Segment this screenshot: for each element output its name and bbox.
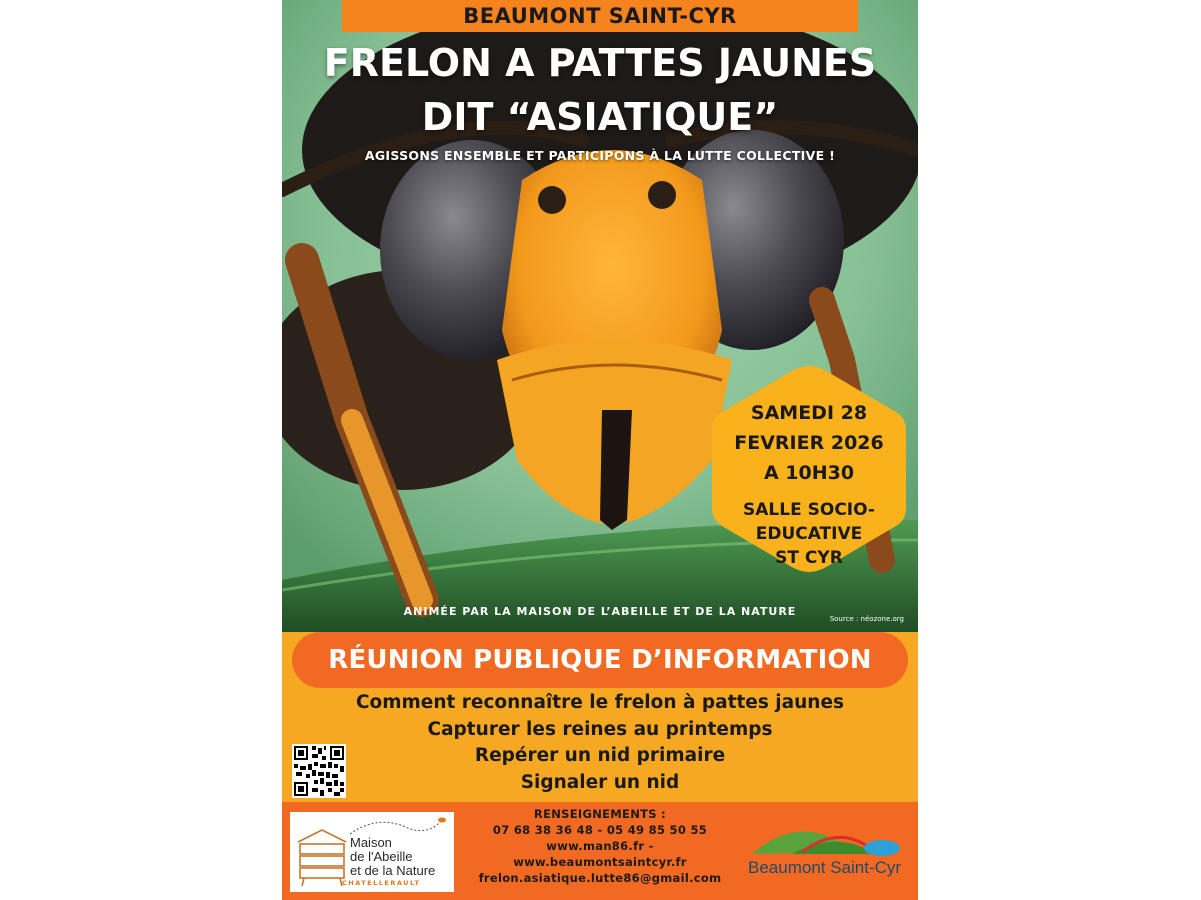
photo-source: Source : néozone.org (829, 615, 904, 623)
contact-email[interactable]: frelon.asiatique.lutte86@gmail.com (478, 871, 722, 885)
event-place (708, 498, 910, 570)
contact-site-2[interactable]: www.beaumontsaintcyr.fr (513, 855, 687, 869)
logo-man-line3: et de la Nature (350, 863, 436, 878)
logo-man-subtitle: CHATELLERAULT (342, 879, 421, 887)
logo-man-line1: Maison (350, 835, 392, 850)
tagline: AGISSONS ENSEMBLE ET PARTICIPONS À LA LUTTE COLLECTIVE ! (364, 148, 836, 163)
logo-man-line2: de l'Abeille (350, 849, 413, 864)
logo-bsc-name: Beaumont Saint-Cyr (748, 858, 902, 877)
maison-abeille-logo (290, 812, 454, 892)
contact-info (472, 806, 728, 886)
date-line: A 10H30 (763, 462, 855, 484)
qr-code[interactable] (292, 744, 346, 798)
date-line: FEVRIER 2026 (734, 432, 884, 454)
contact-phones: 07 68 38 36 48 - 05 49 85 50 55 (492, 823, 708, 837)
topics-list (282, 690, 918, 796)
animated-by: ANIMÉE PAR LA MAISON DE L’ABEILLE ET DE LA NATURE (403, 605, 797, 618)
topic-item: Signaler un nid (520, 771, 680, 793)
event-date (708, 398, 910, 488)
title-line-2: DIT “ASIATIQUE” (421, 95, 779, 139)
town-banner: BEAUMONT SAINT-CYR (342, 0, 858, 32)
contact-site-1[interactable]: www.man86.fr - (546, 839, 654, 853)
title-line-1: FRELON A PATTES JAUNES (323, 41, 877, 85)
place-line: EDUCATIVE (755, 524, 863, 544)
topic-item: Capturer les reines au printemps (427, 718, 773, 740)
topic-item: Repérer un nid primaire (474, 745, 726, 766)
place-line: SALLE SOCIO- (743, 500, 875, 520)
contact-heading: RENSEIGNEMENTS : (533, 807, 667, 821)
meeting-title: RÉUNION PUBLIQUE D’INFORMATION (292, 632, 908, 688)
topic-item: Comment reconnaître le frelon à pattes jaunes (355, 692, 845, 713)
poster (282, 0, 918, 900)
date-line: SAMEDI 28 (750, 402, 868, 424)
place-line: ST CYR (775, 548, 843, 568)
